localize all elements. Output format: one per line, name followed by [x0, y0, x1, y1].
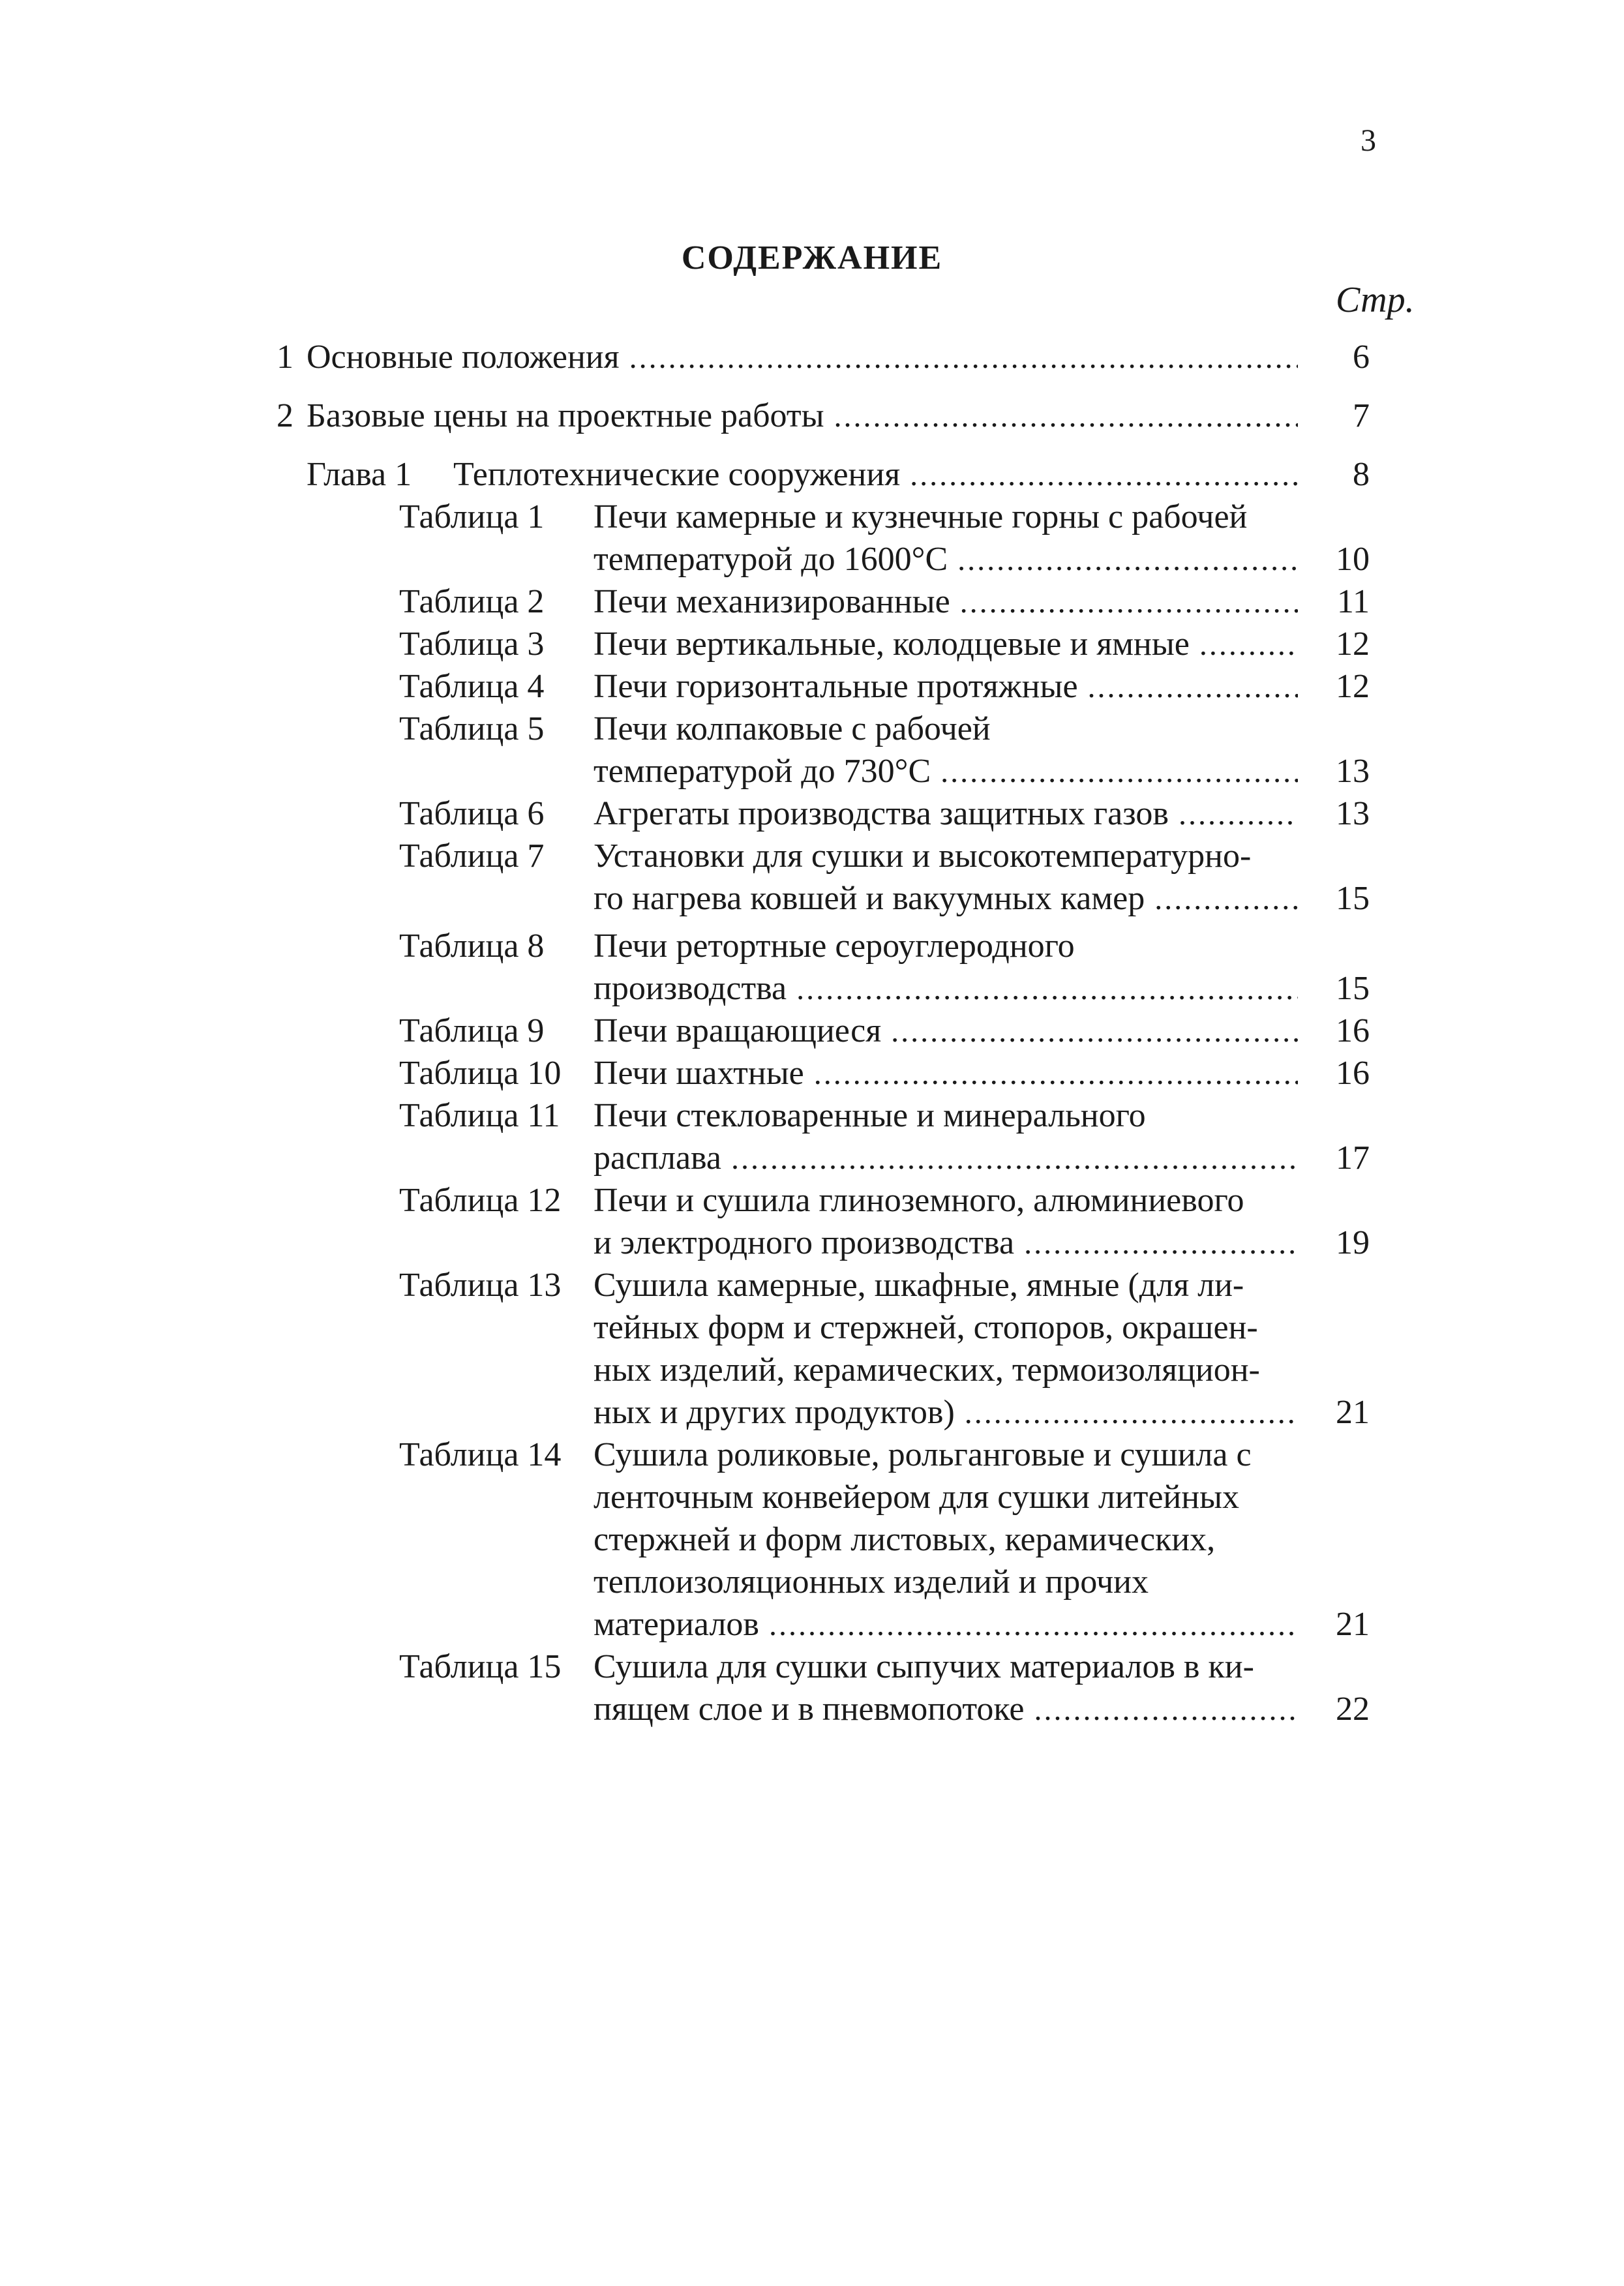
toc-table-page: 21 [1336, 1606, 1370, 1643]
toc-table-title-line: Печи горизонтальные протяжные ..... [594, 665, 1298, 709]
toc-table-title-line: материалов ..... [594, 1603, 1298, 1647]
toc-table-page: 11 [1336, 583, 1370, 620]
toc-table-label: Таблица 13 [399, 1267, 562, 1304]
page-column-label: Стр. [1336, 280, 1415, 320]
toc-table-title-line: стержней и форм листовых, керамических, [594, 1521, 1216, 1558]
toc-table-page: 12 [1336, 668, 1370, 705]
toc-table-label: Таблица 6 [399, 795, 545, 832]
toc-chapter [0, 453, 1624, 496]
toc-table-title-line: Печи стекловаренные и минерального [594, 1097, 1146, 1134]
toc-table-entry [0, 665, 1624, 708]
toc-table-page: 19 [1336, 1224, 1370, 1261]
toc-table-title-line: тейных форм и стержней, стопоров, окрашен- [594, 1309, 1258, 1346]
toc-table-entry [0, 708, 1624, 792]
toc-table-title-line: Печи вращающиеся ..... [594, 1010, 1298, 1053]
toc-table-entry [0, 1010, 1624, 1052]
toc-table-entry [0, 580, 1624, 623]
toc-table-label: Таблица 5 [399, 710, 545, 747]
toc-entry-title: Базовые цены на проектные работы ..... [307, 395, 1298, 438]
toc-table-title-line: Печи вертикальные, колодцевые и ямные ..... [594, 623, 1298, 667]
toc-entry-number: 2 [277, 397, 293, 434]
toc-table-label: Таблица 9 [399, 1012, 545, 1049]
toc-table-title-line: температурой до 730°С ..... [594, 750, 1298, 794]
toc-entry [0, 336, 1624, 379]
toc-table-entry [0, 1434, 1624, 1646]
toc-table-title-line: Сушила для сушки сыпучих материалов в ки- [594, 1648, 1254, 1685]
toc-table-entry [0, 1179, 1624, 1264]
toc-table-page: 16 [1336, 1055, 1370, 1092]
toc-table-title-line: го нагрева ковшей и вакуумных камер ..... [594, 877, 1298, 921]
toc-table-title-line: расплава ..... [594, 1137, 1298, 1181]
toc-table-label: Таблица 2 [399, 583, 545, 620]
toc-table-page: 10 [1336, 541, 1370, 578]
toc-table-entry [0, 1052, 1624, 1094]
toc-table-title-line: производства ..... [594, 967, 1298, 1011]
toc-table-entry [0, 623, 1624, 665]
toc-table-title-line: теплоизоляционных изделий и прочих [594, 1563, 1149, 1601]
toc-table-page: 12 [1336, 625, 1370, 663]
toc-table-page: 15 [1336, 970, 1370, 1007]
toc-table-title-line: Сушила камерные, шкафные, ямные (для ли- [594, 1267, 1244, 1304]
toc-table-entry [0, 1264, 1624, 1434]
toc-table-label: Таблица 3 [399, 625, 545, 663]
toc-table-title-line: температурой до 1600°С ..... [594, 538, 1298, 582]
toc-entry-page: 6 [1353, 338, 1370, 376]
toc-table-label: Таблица 7 [399, 837, 545, 875]
toc-table-page: 13 [1336, 753, 1370, 790]
toc-table-label: Таблица 12 [399, 1182, 562, 1219]
toc-table-title-line: пящем слое и в пневмопотоке ..... [594, 1688, 1298, 1732]
toc-entry-title: Основные положения ..... [307, 336, 1298, 380]
toc-table-entry [0, 1094, 1624, 1179]
toc-table-title-line: Установки для сушки и высокотемпературно- [594, 837, 1252, 875]
toc-entry [0, 395, 1624, 438]
toc-table-page: 15 [1336, 880, 1370, 917]
toc-table-page: 13 [1336, 795, 1370, 832]
toc-table-label: Таблица 4 [399, 668, 545, 705]
toc-table-label: Таблица 14 [399, 1436, 562, 1473]
page-number: 3 [1361, 123, 1376, 158]
toc-table-title-line: ленточным конвейером для сушки литейных [594, 1479, 1240, 1516]
toc-table-label: Таблица 1 [399, 498, 545, 535]
toc-table-label: Таблица 11 [399, 1097, 560, 1134]
toc-table-entry [0, 792, 1624, 835]
toc-table-page: 16 [1336, 1012, 1370, 1049]
toc-table-entry [0, 925, 1624, 1010]
toc-table-label: Таблица 15 [399, 1648, 562, 1685]
toc-table-label: Таблица 8 [399, 927, 545, 965]
toc-table-title-line: ных и других продуктов) ..... [594, 1391, 1298, 1435]
toc-chapter-label: Глава 1 [307, 456, 412, 493]
toc-chapter-page: 8 [1353, 456, 1370, 493]
toc-table-entry [0, 1646, 1624, 1730]
toc-table-page: 22 [1336, 1691, 1370, 1728]
toc-table-title-line: Сушила роликовые, рольганговые и сушила с [594, 1436, 1252, 1473]
toc-table-label: Таблица 10 [399, 1055, 562, 1092]
toc-table-title-line: ных изделий, керамических, термоизоляцион- [594, 1351, 1260, 1389]
toc-table-title-line: Печи шахтные ..... [594, 1052, 1298, 1096]
toc-table-title-line: Печи камерные и кузнечные горны с рабочей [594, 498, 1248, 535]
toc-table-title-line: Печи колпаковые с рабочей [594, 710, 991, 747]
toc-entry-number: 1 [277, 338, 293, 376]
toc-table-title-line: Печи ретортные сероуглеродного [594, 927, 1075, 965]
toc-table-entry [0, 496, 1624, 580]
toc-chapter-title: Теплотехнические сооружения ..... [453, 453, 1298, 497]
toc-table-title-line: Агрегаты производства защитных газов ..... [594, 792, 1298, 836]
toc-table-page: 21 [1336, 1394, 1370, 1431]
toc-entry-page: 7 [1353, 397, 1370, 434]
page-title: СОДЕРЖАНИЕ [681, 239, 943, 277]
toc-table-page: 17 [1336, 1139, 1370, 1177]
toc-table-title-line: Печи и сушила глиноземного, алюминиевого [594, 1182, 1244, 1219]
toc-table-entry [0, 835, 1624, 920]
toc-table-title-line: и электродного производства ..... [594, 1222, 1298, 1265]
toc-table-title-line: Печи механизированные ..... [594, 580, 1298, 624]
